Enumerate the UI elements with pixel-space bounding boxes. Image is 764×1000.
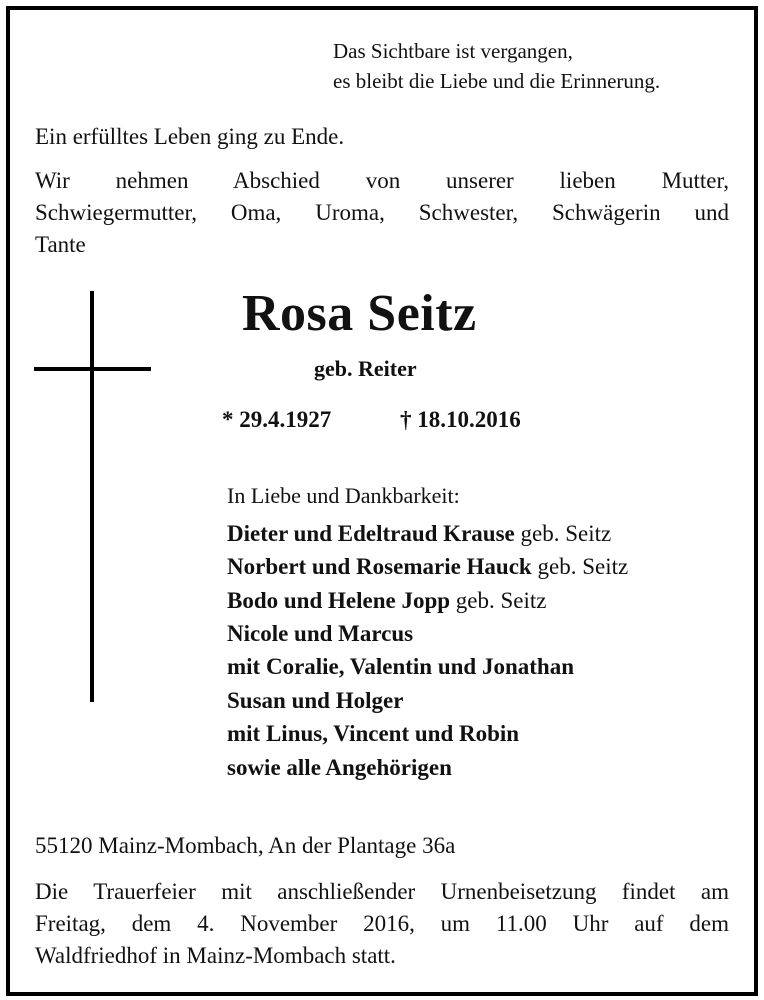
death-date: † 18.10.2016 <box>400 407 521 432</box>
motto-line-1: Das Sichtbare ist vergangen, <box>333 39 573 63</box>
birth-name: geb. Reiter <box>314 356 417 381</box>
deceased-name: Rosa Seitz <box>242 285 477 342</box>
mourner-family: Bodo und Helene Jopp geb. Seitz <box>227 588 547 613</box>
mourner-family: Susan und Holger <box>227 688 404 713</box>
birth-date: * 29.4.1927 <box>222 407 332 432</box>
cross-icon-vertical <box>90 291 94 702</box>
intro-line-1: Ein erfülltes Leben ging zu Ende. <box>35 124 345 149</box>
mourner-family: mit Linus, Vincent und Robin <box>227 721 520 746</box>
mourners-heading: In Liebe und Dankbarkeit: <box>227 483 460 508</box>
cross-icon-horizontal <box>34 367 151 371</box>
ceremony-line-3: Waldfriedhof in Mainz-Mombach statt. <box>35 943 396 968</box>
ceremony-line-1: Die Trauerfeier mit anschließender Urnenbeisetzung findet am <box>35 879 729 904</box>
intro-line-2: Wir nehmen Abschied von unserer lieben Mutter, <box>35 168 729 193</box>
intro-line-3: Schwiegermutter, Oma, Uroma, Schwester, Schwägerin und <box>35 200 729 225</box>
mourner-family: Norbert und Rosemarie Hauck geb. Seitz <box>227 554 629 579</box>
intro-line-4: Tante <box>35 232 86 257</box>
mourner-family: Nicole und Marcus <box>227 621 414 646</box>
motto-line-2: es bleibt die Liebe und die Erinnerung. <box>333 69 661 93</box>
mourner-family: Dieter und Edeltraud Krause geb. Seitz <box>227 521 612 546</box>
mourner-family: sowie alle Angehörigen <box>227 755 452 780</box>
ceremony-line-2: Freitag, dem 4. November 2016, um 11.00 Uhr auf dem <box>35 911 729 936</box>
mourner-family: mit Coralie, Valentin und Jonathan <box>227 654 574 679</box>
mourning-address: 55120 Mainz-Mombach, An der Plantage 36a <box>35 833 456 858</box>
